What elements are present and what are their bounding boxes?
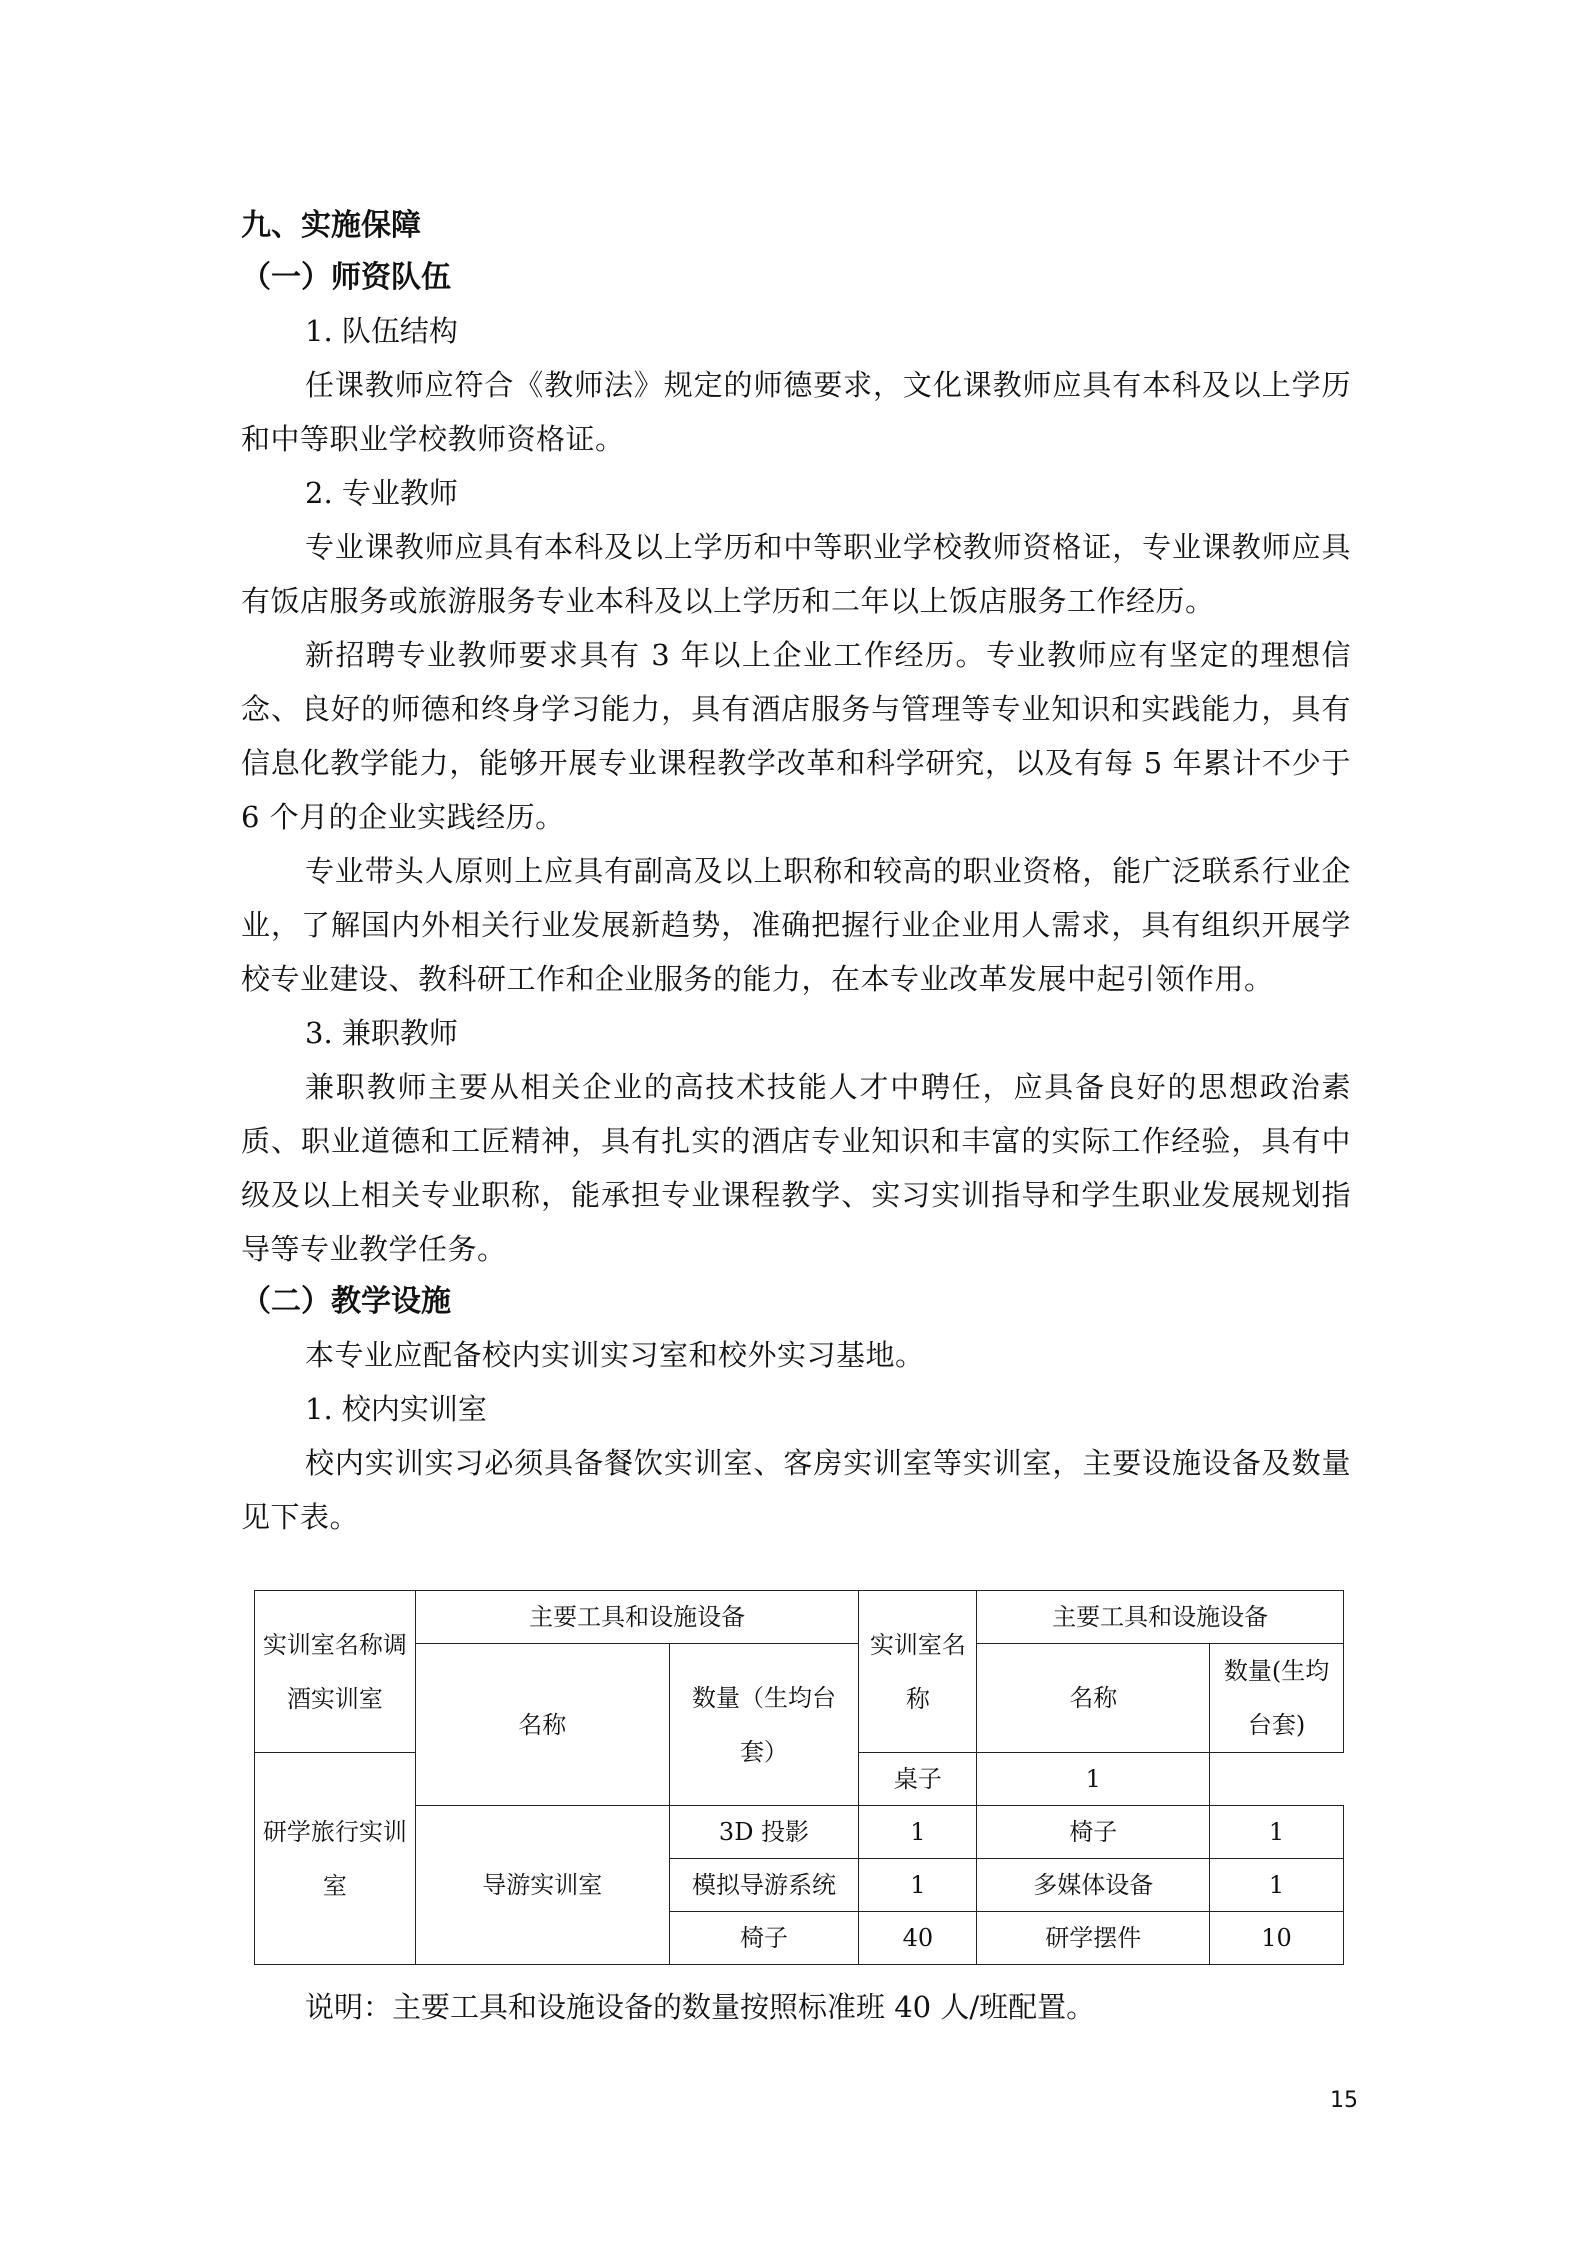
table-cell-name: 桌子 [859,1753,977,1806]
table-room-right: 研学旅行实训室 [255,1753,416,1965]
table-cell-name: 研学摆件 [977,1912,1210,1965]
table-cell-qty: 1 [859,1859,977,1912]
table-cell-qty: 1 [859,1806,977,1859]
paragraph: 校内实训实习必须具备餐饮实训室、客房实训室等实训室，主要设施设备及数量见下表。 [241,1446,1351,1534]
table-header-room-right: 实训室名称 [859,1591,977,1753]
table-cell-name: 模拟导游系统 [669,1859,859,1912]
subsection-title-teachers: （一）师资队伍 [241,260,451,295]
table-cell-qty: 1 [1210,1806,1344,1859]
table-cell-qty: 1 [977,1753,1210,1806]
paragraph: 专业课教师应具有本科及以上学历和中等职业学校教师资格证，专业课教师应具有饭店服务或旅游服务专业本科及以上学历和二年以上饭店服务工作经历。 [241,530,1351,618]
table-header-qty-right: 数量(生均台套) [1210,1644,1344,1753]
table-header-room-left: 实训室名称调酒实训室 [255,1591,416,1753]
table-cell-qty: 1 [1210,1859,1344,1912]
table-cell-name: 椅子 [669,1912,859,1965]
table-note: 说明：主要工具和设施设备的数量按照标准班 40 人/班配置。 [305,1990,1096,2024]
heading-part-time-teachers: 3. 兼职教师 [305,1016,458,1050]
paragraph: 专业带头人原则上应具有副高及以上职称和较高的职业资格，能广泛联系行业企业，了解国内外相关行业发展新趋势，准确把握行业企业用人需求，具有组织开展学校专业建设、教科研工作和企业服务的能力，在本专业改革发展中起引领作用。 [241,854,1351,996]
heading-professional-teachers: 2. 专业教师 [305,476,458,510]
table-header-name-left: 名称 [415,1644,669,1806]
section-title: 九、实施保障 [241,208,421,243]
equipment-table [254,1590,1344,1965]
table-header-name-right: 名称 [977,1644,1210,1753]
table-room-left: 导游实训室 [415,1806,669,1965]
content-body [241,200,1351,1544]
paragraph: 新招聘专业教师要求具有 3 年以上企业工作经历。专业教师应有坚定的理想信念、良好的师德和终身学习能力，具有酒店服务与管理等专业知识和实践能力，具有信息化教学能力，能够开展专业课程教学改革和科学研究，以及有每 5 年累计不少于 6 个月的企业实践经历。 [241,638,1351,834]
table-header-group-left: 主要工具和设施设备 [415,1591,859,1644]
page-number: 15 [1330,2088,1358,2113]
subsection-title-facilities: （二）教学设施 [241,1284,451,1319]
table-cell-name: 椅子 [977,1806,1210,1859]
table-header-group-right: 主要工具和设施设备 [977,1591,1344,1644]
table-cell-qty: 10 [1210,1912,1344,1965]
paragraph: 任课教师应符合《教师法》规定的师德要求，文化课教师应具有本科及以上学历和中等职业学校教师资格证。 [241,368,1351,456]
heading-campus-training-room: 1. 校内实训室 [305,1392,487,1426]
table-cell-qty: 40 [859,1912,977,1965]
paragraph: 兼职教师主要从相关企业的高技术技能人才中聘任，应具备良好的思想政治素质、职业道德和工匠精神，具有扎实的酒店专业知识和丰富的实际工作经验，具有中级及以上相关专业职称，能承担专业课程教学、实习实训指导和学生职业发展规划指导等专业教学任务。 [241,1070,1351,1266]
heading-team-structure: 1. 队伍结构 [305,314,458,348]
table-header-qty-left: 数量（生均台套） [669,1644,859,1806]
table-cell-name: 多媒体设备 [977,1859,1210,1912]
table-cell-name: 3D 投影 [669,1806,859,1859]
paragraph: 本专业应配备校内实训实习室和校外实习基地。 [305,1338,925,1372]
